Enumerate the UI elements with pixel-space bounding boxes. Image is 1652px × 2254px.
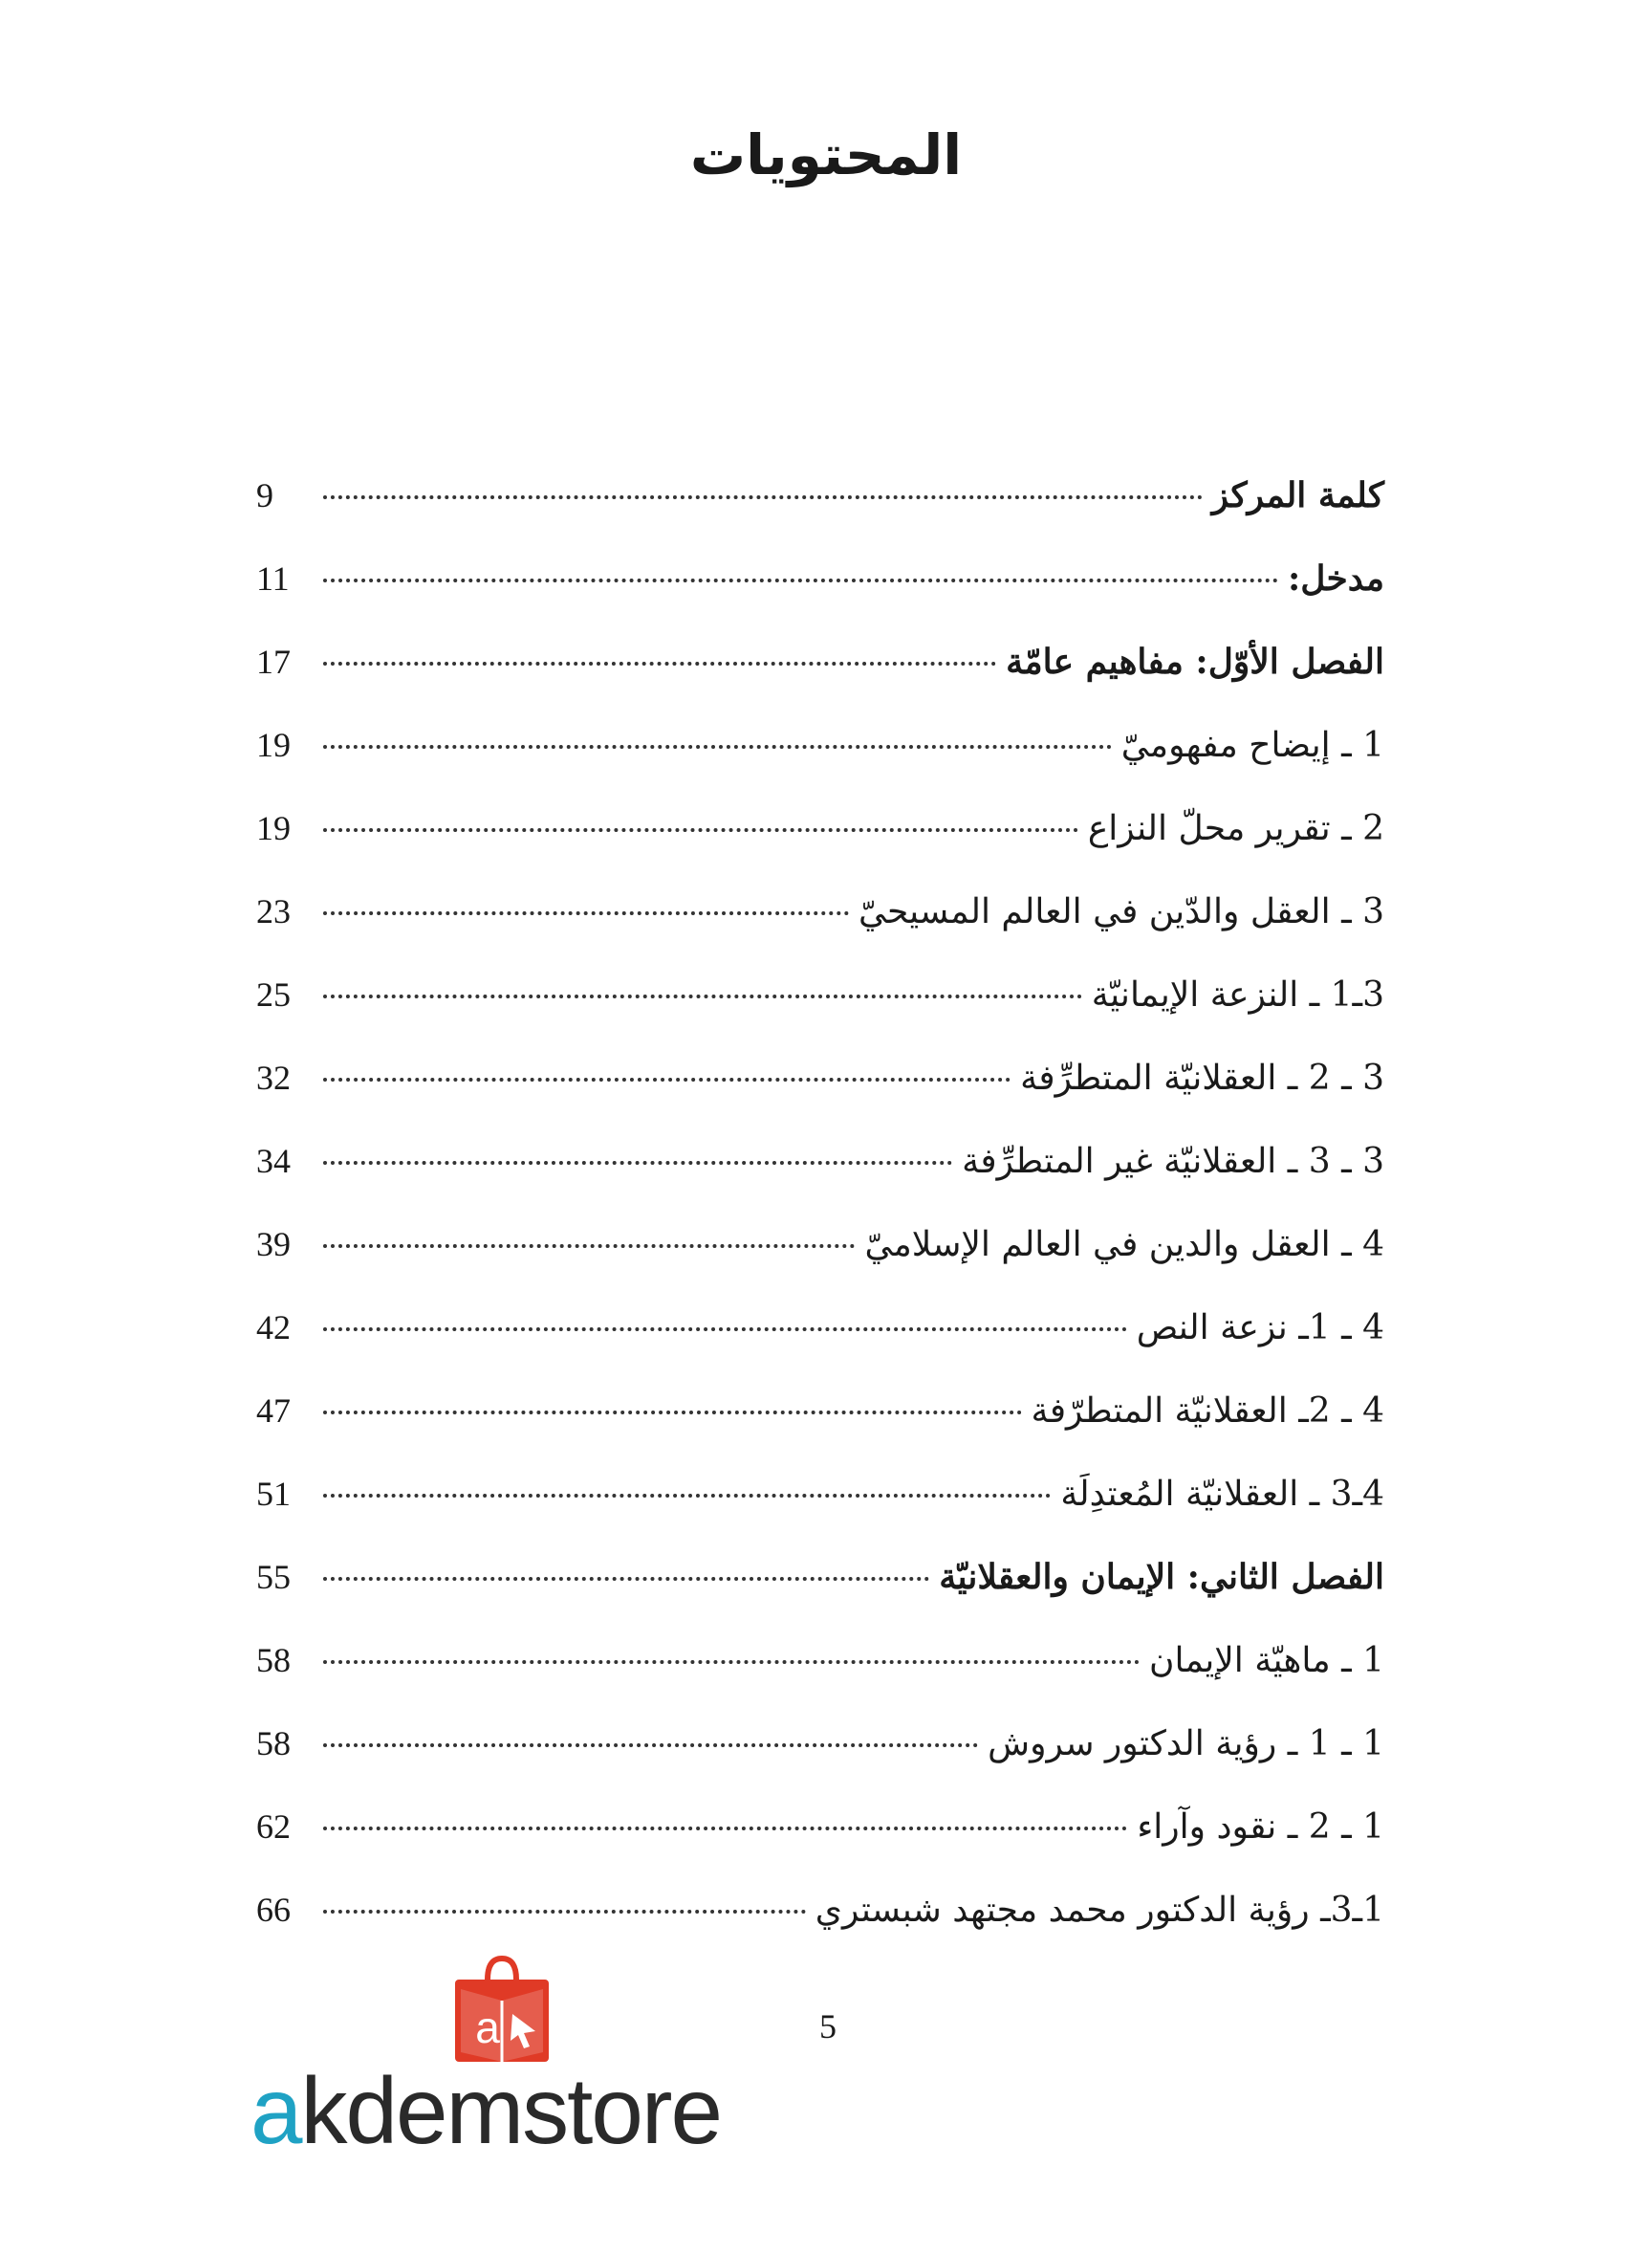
toc-entry-page: 58 bbox=[256, 1641, 291, 1679]
logo-wordmark bbox=[250, 2058, 722, 2163]
toc-entry-title: 1 ـ 2 ـ نقود وآراء bbox=[1137, 1807, 1384, 1847]
toc-entry-title: الفصل الثاني: الإيمان والعقلانيّة bbox=[939, 1557, 1384, 1597]
toc-entry-page: 62 bbox=[256, 1807, 291, 1846]
logo-wordmark-rest: kdemstore bbox=[300, 2058, 722, 2163]
toc-entry-page: 17 bbox=[256, 643, 291, 681]
toc-dot-leader bbox=[323, 1494, 1051, 1498]
toc-entry-page: 23 bbox=[256, 892, 291, 930]
toc-dot-leader bbox=[323, 1411, 1022, 1414]
toc-entry-page: 34 bbox=[256, 1142, 291, 1180]
toc-entry bbox=[256, 974, 1384, 1058]
toc-entry-title: 3 ـ 3 ـ العقلانيّة غير المتطرِّفة bbox=[962, 1142, 1384, 1181]
toc-entry-title: 1 ـ 1 ـ رؤية الدكتور سروش bbox=[988, 1724, 1384, 1763]
toc-dot-leader bbox=[323, 495, 1203, 499]
toc-entry-title: 4 ـ 2ـ العقلانيّة المتطرّفة bbox=[1031, 1391, 1384, 1431]
toc-entry-title: كلمة المركز bbox=[1211, 475, 1384, 515]
toc-entry bbox=[256, 1723, 1384, 1806]
book-bag-icon bbox=[449, 1951, 554, 2066]
toc-entry-page: 39 bbox=[256, 1225, 291, 1263]
toc-entry-page: 11 bbox=[256, 559, 290, 598]
toc-entry-page: 9 bbox=[256, 476, 273, 514]
toc-entry bbox=[256, 808, 1384, 891]
logo-icon-letter: a bbox=[475, 2002, 500, 2052]
toc-entry-page: 42 bbox=[256, 1308, 291, 1346]
toc-entry-page: 51 bbox=[256, 1475, 291, 1513]
toc-entry bbox=[256, 891, 1384, 974]
toc-entry-page: 58 bbox=[256, 1724, 291, 1762]
toc-entry bbox=[256, 1557, 1384, 1640]
toc-dot-leader bbox=[323, 1827, 1127, 1830]
toc-entry-title: 4 ـ 1ـ نزعة النص bbox=[1136, 1308, 1384, 1347]
toc-entry-title: 2 ـ تقرير محلّ النزاع bbox=[1087, 809, 1384, 848]
toc-entry bbox=[256, 1307, 1384, 1390]
toc-entry-page: 66 bbox=[256, 1891, 291, 1929]
toc-entry bbox=[256, 1390, 1384, 1474]
toc-entry bbox=[256, 725, 1384, 808]
toc-dot-leader bbox=[323, 995, 1082, 998]
toc-entry-page: 32 bbox=[256, 1059, 291, 1097]
toc-dot-leader bbox=[323, 1161, 952, 1165]
toc-entry-title: 3 ـ العقل والدّين في العالم المسيحيّ bbox=[858, 892, 1384, 931]
toc-entry-page: 19 bbox=[256, 726, 291, 764]
page-number: 5 bbox=[819, 2007, 837, 2046]
toc-dot-leader bbox=[323, 1743, 978, 1747]
toc-entry-title: 1ـ3ـ رؤية الدكتور محمد مجتهد شبستري bbox=[815, 1891, 1384, 1930]
toc-dot-leader bbox=[323, 1660, 1140, 1664]
toc-dot-leader bbox=[323, 579, 1278, 582]
toc-entry-page: 25 bbox=[256, 975, 291, 1014]
toc-entry bbox=[256, 1058, 1384, 1141]
toc-dot-leader bbox=[323, 1327, 1127, 1331]
toc-dot-leader bbox=[323, 828, 1078, 832]
toc-dot-leader bbox=[323, 1577, 929, 1581]
logo-letter-a: a bbox=[250, 2058, 301, 2163]
toc-dot-leader bbox=[323, 911, 849, 915]
toc-entry-page: 55 bbox=[256, 1558, 291, 1596]
toc-dot-leader bbox=[323, 662, 996, 666]
toc-entry-title: مدخل: bbox=[1288, 558, 1384, 599]
toc-entry bbox=[256, 1224, 1384, 1307]
page-title: المحتويات bbox=[689, 122, 963, 187]
toc-entry-title: 3 ـ 2 ـ العقلانيّة المتطرِّفة bbox=[1020, 1059, 1384, 1098]
akdemstore-logo bbox=[250, 1951, 767, 2161]
toc-entry-title: 1 ـ ماهيّة الإيمان bbox=[1149, 1641, 1384, 1680]
toc-dot-leader bbox=[323, 1244, 855, 1248]
toc-dot-leader bbox=[323, 1910, 806, 1914]
toc-entry bbox=[256, 1141, 1384, 1224]
toc-entry bbox=[256, 1640, 1384, 1723]
toc-entry bbox=[256, 475, 1384, 558]
toc-dot-leader bbox=[323, 745, 1112, 749]
toc-entry bbox=[256, 1474, 1384, 1557]
table-of-contents bbox=[256, 475, 1384, 1973]
toc-dot-leader bbox=[323, 1078, 1011, 1082]
toc-entry-page: 19 bbox=[256, 809, 291, 847]
toc-entry-title: 3ـ1 ـ النزعة الإيمانيّة bbox=[1091, 975, 1384, 1015]
toc-entry-title: 1 ـ إيضاح مفهوميّ bbox=[1120, 726, 1384, 765]
toc-entry bbox=[256, 1806, 1384, 1890]
toc-entry-title: الفصل الأوّل: مفاهيم عامّة bbox=[1006, 642, 1384, 682]
toc-entry bbox=[256, 558, 1384, 642]
toc-entry bbox=[256, 642, 1384, 725]
toc-entry-title: 4ـ3 ـ العقلانيّة المُعتدِلَة bbox=[1060, 1475, 1384, 1514]
toc-entry-page: 47 bbox=[256, 1391, 291, 1430]
toc-entry-title: 4 ـ العقل والدين في العالم الإسلاميّ bbox=[864, 1225, 1384, 1264]
